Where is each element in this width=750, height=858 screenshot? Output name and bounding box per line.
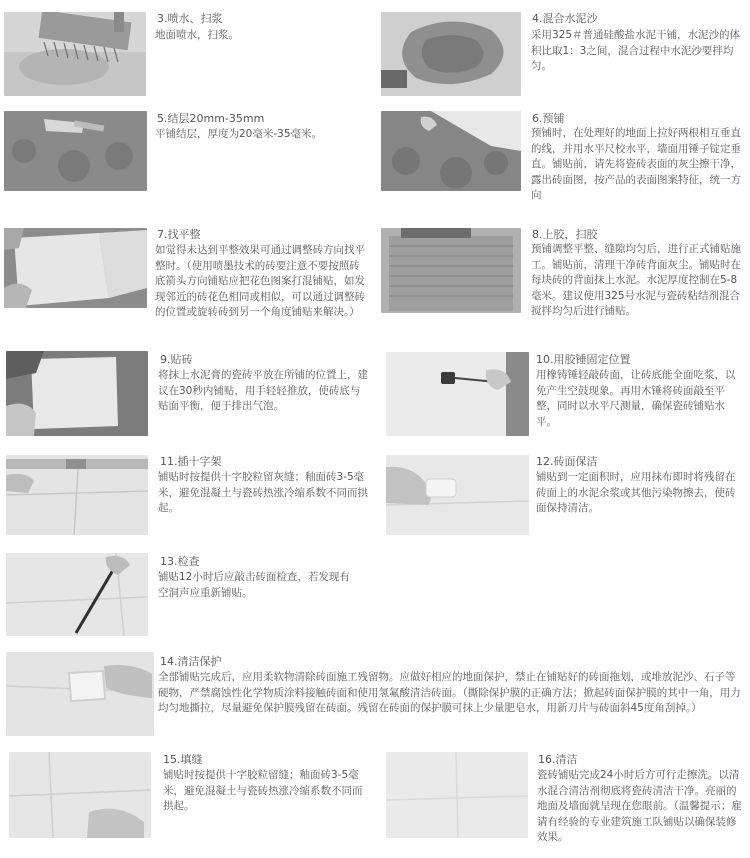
step-14-title: 14.清洁保护 — [160, 655, 222, 668]
step-7-text: 如觉得未达到平整效果可通过调整砖方向找平整时。（使用喷墨技术的砖要注意不要按照砖底箭头方向铺贴应把花色图案打混铺贴，如发现邻近的砖花色相同或相似，可以通过调整砖的位置或旋转砖到另一个角度铺贴来解决。） — [155, 244, 365, 318]
step-11-photo — [6, 455, 148, 535]
step-7-photo — [4, 228, 147, 308]
step-8-text: 预铺调整平整、缝隙均匀后，进行正式铺贴施工。铺贴前，清理干净砖背面灰尘。铺贴时在每块砖的背面抹上水泥。水泥厚度控制在5-8毫米。建议使用325号水泥与瓷砖粘结剂混合搅拌均匀后进行铺贴。 — [531, 243, 741, 317]
step-9-title: 9.贴砖 — [160, 353, 193, 366]
step-6-text: 预铺时，在处理好的地面上拉好两根相互垂直的线，并用水平尺校水平，墙面用锤子锭定垂直。铺贴前，请先将瓷砖表面的灰尘擦干净，露出砖面图，按产品的表面图案特征，统一方向 — [531, 127, 741, 201]
step-16-text: 瓷砖铺贴完成24小时后方可行走擦洗。以清水混合清洁剂彻底将瓷砖清洁干净。亮丽的地面及墙面就呈现在您眼前。（温馨提示；雇请有经验的专业建筑施工队铺贴以确保装修效果。 — [537, 769, 742, 843]
step-12-title: 12.砖面保洁 — [536, 455, 598, 468]
step-7-title: 7.找平整 — [157, 228, 201, 241]
step-8-title: 8.上胶，扫胶 — [532, 228, 598, 241]
step-15-photo — [9, 752, 151, 838]
step-11-text: 铺贴时按提供十字胶粒留灰缝；釉面砖3-5毫米，避免混凝土与瓷砖热涨冷缩系数不同而拱起。 — [158, 471, 368, 514]
step-3-photo — [4, 12, 146, 96]
step-6-photo — [381, 111, 521, 191]
step-10-text: 用橡铸锤轻敲砖面，让砖底能全面吃浆，以免产生空鼓现象。再用木锤将砖面敲至平整，同时以水平尺测量，确保瓷砖铺贴水平。 — [536, 369, 736, 428]
step-12-text: 铺贴到一定面积时，应用抹布即时将残留在砖面上的水泥余浆或其他污染物擦去，使砖面保持清洁。 — [536, 471, 736, 514]
step-11-title: 11.插十字架 — [160, 455, 222, 468]
step-5-title: 5.结层20mm-35mm — [157, 112, 265, 125]
step-16-photo — [386, 752, 528, 838]
step-10-title: 10.用胶锤固定位置 — [536, 353, 631, 366]
step-8-photo — [381, 228, 521, 313]
step-4-title: 4.混合水泥沙 — [532, 12, 598, 25]
step-6-title: 6.预铺 — [532, 112, 565, 125]
step-13-photo — [6, 553, 148, 636]
step-14-text: 全部铺贴完成后，应用柔软物清除砖面施工残留物。应做好相应的地面保护，禁止在铺贴好的砖面拖划，或堆放泥沙、石子等硬物，严禁腐蚀性化学物质涂料接触砖面和使用氢氟酸清洁砖面。（撕除保护膜的正确方法；掀起砖面保护膜的其中一角，用力均匀地撕拉，尽量避免保护膜残留在砖面。残留在砖面的保护膜可抹上少量肥皂水，用新刀片与砖面斜45度角刮掉。） — [158, 671, 741, 714]
step-13-title: 13.检查 — [160, 555, 200, 568]
step-12-photo — [386, 455, 529, 535]
step-9-text: 将抹上水泥膏的瓷砖平放在所铺的位置上，建议在30秒内铺贴，用手轻轻推放，使砖底与贴面平衡，便于排出气泡。 — [158, 369, 368, 412]
step-14-photo — [6, 652, 154, 736]
step-15-title: 15.填缝 — [163, 753, 203, 766]
step-4-text: 采用325＃普通硅酸盐水泥干铺，水泥沙的体积比取1：3之间，混合过程中水泥沙要拌均匀。 — [531, 29, 741, 72]
step-5-text: 平铺结层，厚度为20毫米-35毫米。 — [155, 128, 323, 140]
step-4-photo — [381, 12, 521, 96]
step-16-title: 16.清洁 — [538, 753, 578, 766]
step-3-title: 3.喷水、扫浆 — [157, 12, 223, 25]
step-10-photo — [386, 352, 529, 436]
step-5-photo — [4, 111, 147, 191]
step-13-text: 铺贴12小时后应敲击砖面检查，若发现有空洞声应重新铺贴。 — [158, 571, 350, 599]
step-9-photo — [6, 351, 148, 436]
step-15-text: 铺贴时按提供十字胶粒留缝；釉面砖3-5毫米，避免混凝土与瓷砖热涨冷缩系数不同而拱起。 — [163, 769, 363, 812]
step-3-text: 地面喷水，扫浆。 — [155, 29, 239, 41]
